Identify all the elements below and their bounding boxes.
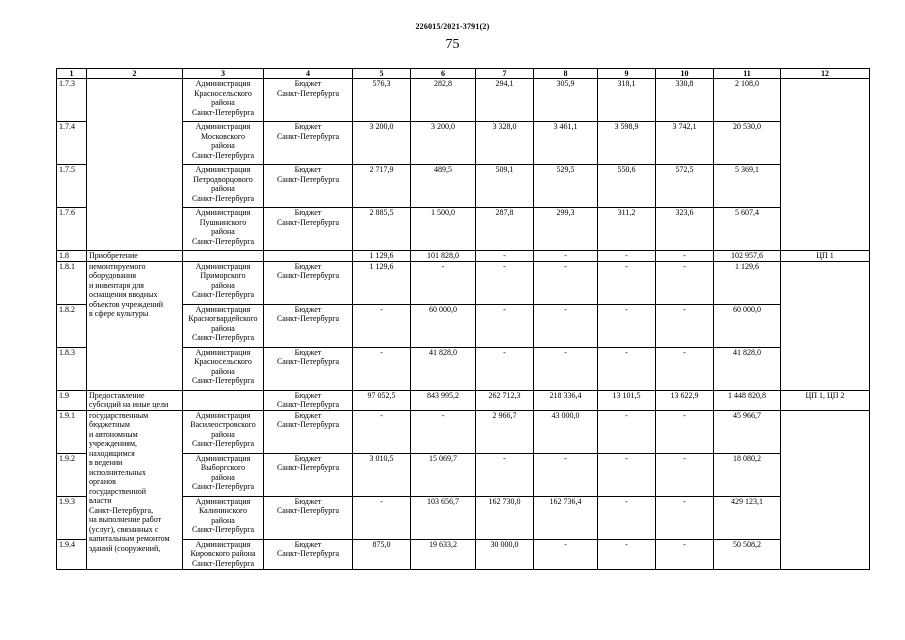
executor-cell-text: Администрация Калининского района Санкт-Петербурга (191, 496, 255, 534)
value-cell (534, 208, 598, 251)
value-cell-text: 2 885,5 (369, 208, 394, 217)
funding-source-cell (264, 453, 353, 496)
executor-cell (183, 347, 264, 390)
value-cell-text: 218 336,4 (549, 390, 582, 400)
value-cell (534, 304, 598, 347)
funding-source-cell (264, 539, 353, 569)
executor-cell (183, 79, 264, 122)
value-cell (656, 79, 714, 122)
row-number (57, 261, 87, 304)
table-row (57, 79, 870, 122)
value-cell-text: 1 129,6 (369, 251, 394, 260)
value-cell-text: - (683, 539, 686, 549)
funding-source-cell (264, 165, 353, 208)
value-cell-text: 19 633,2 (429, 539, 457, 549)
value-cell (598, 304, 656, 347)
value-cell-text: 3 200,0 (369, 122, 394, 131)
value-cell-text: - (683, 410, 686, 420)
total-cell-text: 102 957,6 (731, 251, 763, 260)
value-cell-text: - (683, 496, 686, 506)
column-header: 6 (411, 69, 476, 79)
executor-cell-text: Администрация Приморского района Санкт-Петербурга (191, 261, 255, 299)
value-cell (534, 122, 598, 165)
value-cell-text: 282,8 (434, 79, 452, 88)
value-cell-text: - (380, 347, 383, 357)
value-cell (534, 496, 598, 539)
executor-cell-text: Администрация Московского района Санкт-Петербурга (191, 122, 255, 160)
executor-cell (183, 165, 264, 208)
row-description-text: Приобретение (89, 251, 138, 260)
value-cell (656, 539, 714, 569)
value-cell-text: - (564, 251, 567, 260)
value-cell (598, 496, 656, 539)
document-id: 226015/2021-3791(2) (415, 22, 490, 31)
row-number-text: 1.9 (59, 390, 69, 400)
row-number-text: 1.9.3 (59, 496, 75, 506)
value-cell-text: 529,5 (556, 165, 575, 174)
value-cell-text: - (683, 304, 686, 314)
row-number-text: 1.7.5 (59, 165, 75, 174)
value-cell-text: - (503, 304, 506, 314)
value-cell (476, 410, 534, 453)
total-cell (714, 453, 781, 496)
value-cell (656, 208, 714, 251)
value-cell (411, 496, 476, 539)
program-code-cell-text: ЦП 1 (816, 251, 834, 260)
total-cell-text: 41 828,0 (733, 347, 761, 357)
row-number (57, 410, 87, 453)
value-cell (476, 539, 534, 569)
executor-cell (183, 122, 264, 165)
total-cell-text: 18 080,2 (733, 453, 761, 463)
value-cell (353, 410, 411, 453)
budget-table (56, 68, 870, 570)
value-cell (411, 251, 476, 262)
total-cell (714, 390, 781, 410)
table-row (57, 261, 870, 304)
value-cell-text: 294,1 (495, 79, 514, 88)
executor-cell (183, 496, 264, 539)
executor-cell-text: Администрация Василеостровского района Санкт-Петербурга (190, 410, 256, 448)
program-code-cell-text: ЦП 1, ЦП 2 (805, 390, 845, 400)
funding-source-cell-text: Бюджет Санкт-Петербурга (276, 496, 340, 515)
column-header: 11 (714, 69, 781, 79)
value-cell (598, 79, 656, 122)
row-number (57, 79, 87, 122)
value-cell-text: 3 461,1 (553, 122, 578, 131)
value-cell (353, 79, 411, 122)
value-cell (411, 261, 476, 304)
value-cell-text: 3 598,9 (614, 122, 639, 131)
value-cell-text: 2 966,7 (492, 410, 517, 420)
value-cell-text: 262 712,3 (488, 390, 521, 400)
funding-source-cell-text: Бюджет Санкт-Петербурга (276, 347, 340, 366)
value-cell-text: - (503, 261, 506, 271)
total-cell-text: 20 530,0 (733, 122, 761, 131)
total-cell-text: 1 448 820,8 (728, 390, 766, 400)
value-cell (534, 390, 598, 410)
value-cell-text: 43 000,0 (551, 410, 580, 420)
value-cell-text: - (625, 539, 628, 549)
value-cell (598, 390, 656, 410)
value-cell-text: - (625, 251, 628, 260)
value-cell-text: 572,5 (675, 165, 694, 174)
row-description-text: государственным бюджетным и автономным учреждениям, находящимся в ведении исполнительных органов государственной власти Санкт-Петербурга, на выполнение работ (услуг), связанных с капитальным ремонтом зданий (сооружений, (89, 410, 170, 553)
value-cell-text: - (625, 304, 628, 314)
value-cell (598, 347, 656, 390)
value-cell (534, 410, 598, 453)
value-cell (476, 122, 534, 165)
total-cell-text: 5 607,4 (735, 208, 759, 217)
value-cell (411, 347, 476, 390)
page-number: 75 (445, 37, 460, 52)
value-cell (534, 165, 598, 208)
value-cell (353, 390, 411, 410)
value-cell (476, 165, 534, 208)
value-cell (476, 79, 534, 122)
row-number-text: 1.7.4 (59, 122, 75, 131)
row-number-text: 1.7.6 (59, 208, 75, 217)
value-cell (534, 79, 598, 122)
value-cell-text: 299,3 (556, 208, 575, 217)
value-cell-text: - (503, 453, 506, 463)
value-cell (598, 122, 656, 165)
executor-cell (183, 251, 264, 262)
value-cell (656, 251, 714, 262)
executor-cell-text: Администрация Пушкинского района Санкт-Петербурга (191, 208, 255, 246)
value-cell (353, 453, 411, 496)
value-cell-text: - (625, 496, 628, 506)
executor-cell-text: Администрация Петродворцового района Санкт-Петербурга (191, 165, 255, 203)
total-cell (714, 122, 781, 165)
row-description (87, 251, 183, 262)
row-number-text: 1.8.3 (59, 347, 75, 357)
value-cell-text: 162 730,0 (488, 496, 521, 506)
funding-source-cell-text: Бюджет Санкт-Петербурга (276, 410, 340, 429)
row-number (57, 539, 87, 569)
value-cell-text: 101 828,0 (427, 251, 459, 260)
executor-cell (183, 208, 264, 251)
value-cell (656, 165, 714, 208)
value-cell-text: - (625, 347, 628, 357)
funding-source-cell (264, 79, 353, 122)
value-cell (598, 208, 656, 251)
funding-source-cell (264, 261, 353, 304)
value-cell (598, 453, 656, 496)
value-cell (656, 496, 714, 539)
column-header: 7 (476, 69, 534, 79)
value-cell-text: 287,8 (495, 208, 514, 217)
value-cell-text: 60 000,0 (429, 304, 457, 314)
executor-cell (183, 539, 264, 569)
column-header: 4 (264, 69, 353, 79)
total-cell-text: 50 508,2 (733, 539, 761, 549)
value-cell-text: - (683, 251, 686, 260)
value-cell (353, 208, 411, 251)
funding-source-cell (264, 347, 353, 390)
value-cell (656, 347, 714, 390)
value-cell (476, 208, 534, 251)
value-cell-text: - (683, 453, 686, 463)
value-cell (476, 261, 534, 304)
value-cell (476, 304, 534, 347)
executor-cell-text: Администрация Кировского района Санкт-Петербурга (190, 539, 256, 568)
funding-source-cell-text: Бюджет Санкт-Петербурга (276, 79, 340, 98)
executor-cell-text: Администрация Красносельского района Санкт-Петербурга (191, 347, 255, 385)
value-cell (598, 251, 656, 262)
value-cell (656, 122, 714, 165)
total-cell (714, 539, 781, 569)
table-row (57, 251, 870, 262)
value-cell-text: 3 010,5 (369, 453, 394, 463)
row-number (57, 165, 87, 208)
value-cell-text: - (564, 304, 567, 314)
total-cell (714, 251, 781, 262)
total-cell (714, 496, 781, 539)
value-cell-text: - (441, 261, 445, 271)
value-cell (353, 165, 411, 208)
value-cell-text: 13 622,9 (670, 390, 699, 400)
value-cell-text: - (683, 347, 686, 357)
executor-cell (183, 453, 264, 496)
row-number-text: 1.9.4 (59, 539, 75, 549)
value-cell (656, 410, 714, 453)
value-cell (411, 208, 476, 251)
value-cell-text: 843 995,2 (427, 390, 459, 400)
funding-source-cell (264, 390, 353, 410)
row-description-text: Предоставление субсидий на иные цели (89, 390, 169, 409)
value-cell-text: - (503, 251, 506, 260)
executor-cell (183, 390, 264, 410)
value-cell (411, 122, 476, 165)
value-cell-text: - (380, 496, 383, 506)
funding-source-cell-text: Бюджет Санкт-Петербурга (276, 122, 340, 141)
table-row (57, 390, 870, 410)
value-cell-text: 3 328,0 (492, 122, 517, 131)
value-cell (353, 122, 411, 165)
value-cell-text: - (441, 410, 445, 420)
row-description-text: немонтируемого оборудования и инвентаря для оснащения вводных объектов учреждений в сфере культуры (89, 261, 164, 318)
total-cell (714, 165, 781, 208)
funding-source-cell-text: Бюджет Санкт-Петербурга (276, 390, 340, 409)
value-cell-text: 15 069,7 (429, 453, 457, 463)
executor-cell (183, 410, 264, 453)
value-cell-text: 2 717,9 (369, 165, 394, 174)
value-cell (411, 165, 476, 208)
row-number (57, 208, 87, 251)
total-cell-text: 5 369,1 (735, 165, 759, 174)
value-cell (411, 410, 476, 453)
value-cell (353, 251, 411, 262)
row-number-text: 1.8 (59, 251, 69, 260)
value-cell (534, 261, 598, 304)
total-cell-text: 429 123,1 (731, 496, 763, 506)
row-number (57, 496, 87, 539)
value-cell (353, 347, 411, 390)
total-cell (714, 347, 781, 390)
value-cell-text: - (625, 410, 628, 420)
column-header: 2 (87, 69, 183, 79)
value-cell (411, 539, 476, 569)
total-cell (714, 261, 781, 304)
executor-cell-text: Администрация Выборгского района Санкт-Петербурга (191, 453, 255, 491)
total-cell (714, 79, 781, 122)
row-number-text: 1.9.1 (59, 410, 75, 420)
program-code-cell (781, 390, 870, 410)
value-cell-text: 330,8 (675, 79, 694, 88)
value-cell-text: - (683, 261, 686, 271)
value-cell (534, 453, 598, 496)
value-cell-text: 311,2 (617, 208, 636, 217)
row-number-text: 1.8.2 (59, 304, 75, 314)
value-cell-text: - (564, 261, 567, 271)
value-cell (534, 539, 598, 569)
value-cell-text: - (380, 410, 383, 420)
value-cell-text: 1 500,0 (431, 208, 455, 217)
program-code-cell (781, 261, 870, 390)
value-cell-text: - (625, 261, 628, 271)
value-cell-text: 103 656,7 (427, 496, 459, 506)
column-header: 3 (183, 69, 264, 79)
total-cell-text: 45 966,7 (733, 410, 761, 420)
funding-source-cell-text: Бюджет Санкт-Петербурга (276, 304, 340, 323)
value-cell (411, 453, 476, 496)
program-code-cell (781, 410, 870, 569)
value-cell (598, 410, 656, 453)
value-cell-text: 323,6 (675, 208, 694, 217)
value-cell-text: 1 129,6 (369, 261, 394, 271)
value-cell-text: 41 828,0 (429, 347, 457, 357)
value-cell-text: 318,1 (617, 79, 636, 88)
value-cell (598, 539, 656, 569)
row-description (87, 79, 183, 251)
total-cell-text: 2 108,0 (735, 79, 759, 88)
value-cell-text: 13 101,5 (612, 390, 641, 400)
value-cell-text: 30 000,0 (490, 539, 519, 549)
value-cell (476, 251, 534, 262)
funding-source-cell (264, 410, 353, 453)
value-cell-text: - (503, 347, 506, 357)
row-number-text: 1.9.2 (59, 453, 75, 463)
funding-source-cell-text: Бюджет Санкт-Петербурга (276, 539, 340, 558)
funding-source-cell (264, 122, 353, 165)
value-cell (534, 251, 598, 262)
funding-source-cell (264, 304, 353, 347)
row-number-text: 1.8.1 (59, 261, 75, 271)
value-cell (353, 261, 411, 304)
value-cell-text: 3 742,1 (672, 122, 697, 131)
value-cell-text: 550,6 (617, 165, 636, 174)
executor-cell-text: Администрация Красносельского района Санкт-Петербурга (191, 79, 255, 117)
total-cell-text: 1 129,6 (735, 261, 759, 271)
value-cell (656, 390, 714, 410)
value-cell (656, 453, 714, 496)
row-number (57, 122, 87, 165)
total-cell (714, 410, 781, 453)
value-cell-text: - (380, 304, 383, 314)
value-cell-text: - (564, 347, 567, 357)
row-number (57, 347, 87, 390)
funding-source-cell (264, 208, 353, 251)
row-number (57, 304, 87, 347)
row-number (57, 390, 87, 410)
executor-cell-text: Администрация Красногвардейского района Санкт-Петербурга (188, 304, 258, 342)
value-cell-text: 875,0 (372, 539, 391, 549)
row-number (57, 251, 87, 262)
column-header: 10 (656, 69, 714, 79)
funding-source-cell-text: Бюджет Санкт-Петербурга (276, 453, 340, 472)
total-cell (714, 208, 781, 251)
value-cell (476, 496, 534, 539)
row-description (87, 261, 183, 390)
funding-source-cell-text: Бюджет Санкт-Петербурга (276, 261, 340, 280)
value-cell (476, 347, 534, 390)
value-cell (353, 539, 411, 569)
program-code-cell (781, 79, 870, 251)
table-header-row (57, 69, 870, 79)
executor-cell (183, 261, 264, 304)
value-cell (411, 304, 476, 347)
value-cell (534, 347, 598, 390)
value-cell-text: 489,5 (434, 165, 452, 174)
total-cell (714, 304, 781, 347)
column-header: 12 (781, 69, 870, 79)
value-cell-text: - (564, 453, 567, 463)
value-cell-text: 305,9 (556, 79, 575, 88)
value-cell-text: 509,1 (495, 165, 514, 174)
funding-source-cell (264, 251, 353, 262)
executor-cell (183, 304, 264, 347)
column-header: 8 (534, 69, 598, 79)
total-cell-text: 60 000,0 (733, 304, 761, 314)
column-header: 1 (57, 69, 87, 79)
value-cell-text: - (625, 453, 628, 463)
value-cell-text: - (564, 539, 567, 549)
value-cell (598, 261, 656, 304)
row-description (87, 390, 183, 410)
value-cell (353, 496, 411, 539)
value-cell (656, 261, 714, 304)
program-code-cell (781, 251, 870, 262)
funding-source-cell-text: Бюджет Санкт-Петербурга (276, 165, 340, 184)
value-cell (598, 165, 656, 208)
value-cell (353, 304, 411, 347)
value-cell-text: 162 736,4 (549, 496, 582, 506)
value-cell (411, 390, 476, 410)
column-header: 9 (598, 69, 656, 79)
row-description (87, 410, 183, 569)
row-number (57, 453, 87, 496)
value-cell-text: 3 200,0 (431, 122, 455, 131)
row-number-text: 1.7.3 (59, 79, 75, 88)
value-cell (476, 390, 534, 410)
value-cell-text: 576,3 (372, 79, 391, 88)
column-header: 5 (353, 69, 411, 79)
funding-source-cell (264, 496, 353, 539)
funding-source-cell-text: Бюджет Санкт-Петербурга (276, 208, 340, 227)
value-cell (476, 453, 534, 496)
value-cell-text: 97 052,5 (367, 390, 396, 400)
table-row (57, 410, 870, 453)
value-cell (656, 304, 714, 347)
value-cell (411, 79, 476, 122)
